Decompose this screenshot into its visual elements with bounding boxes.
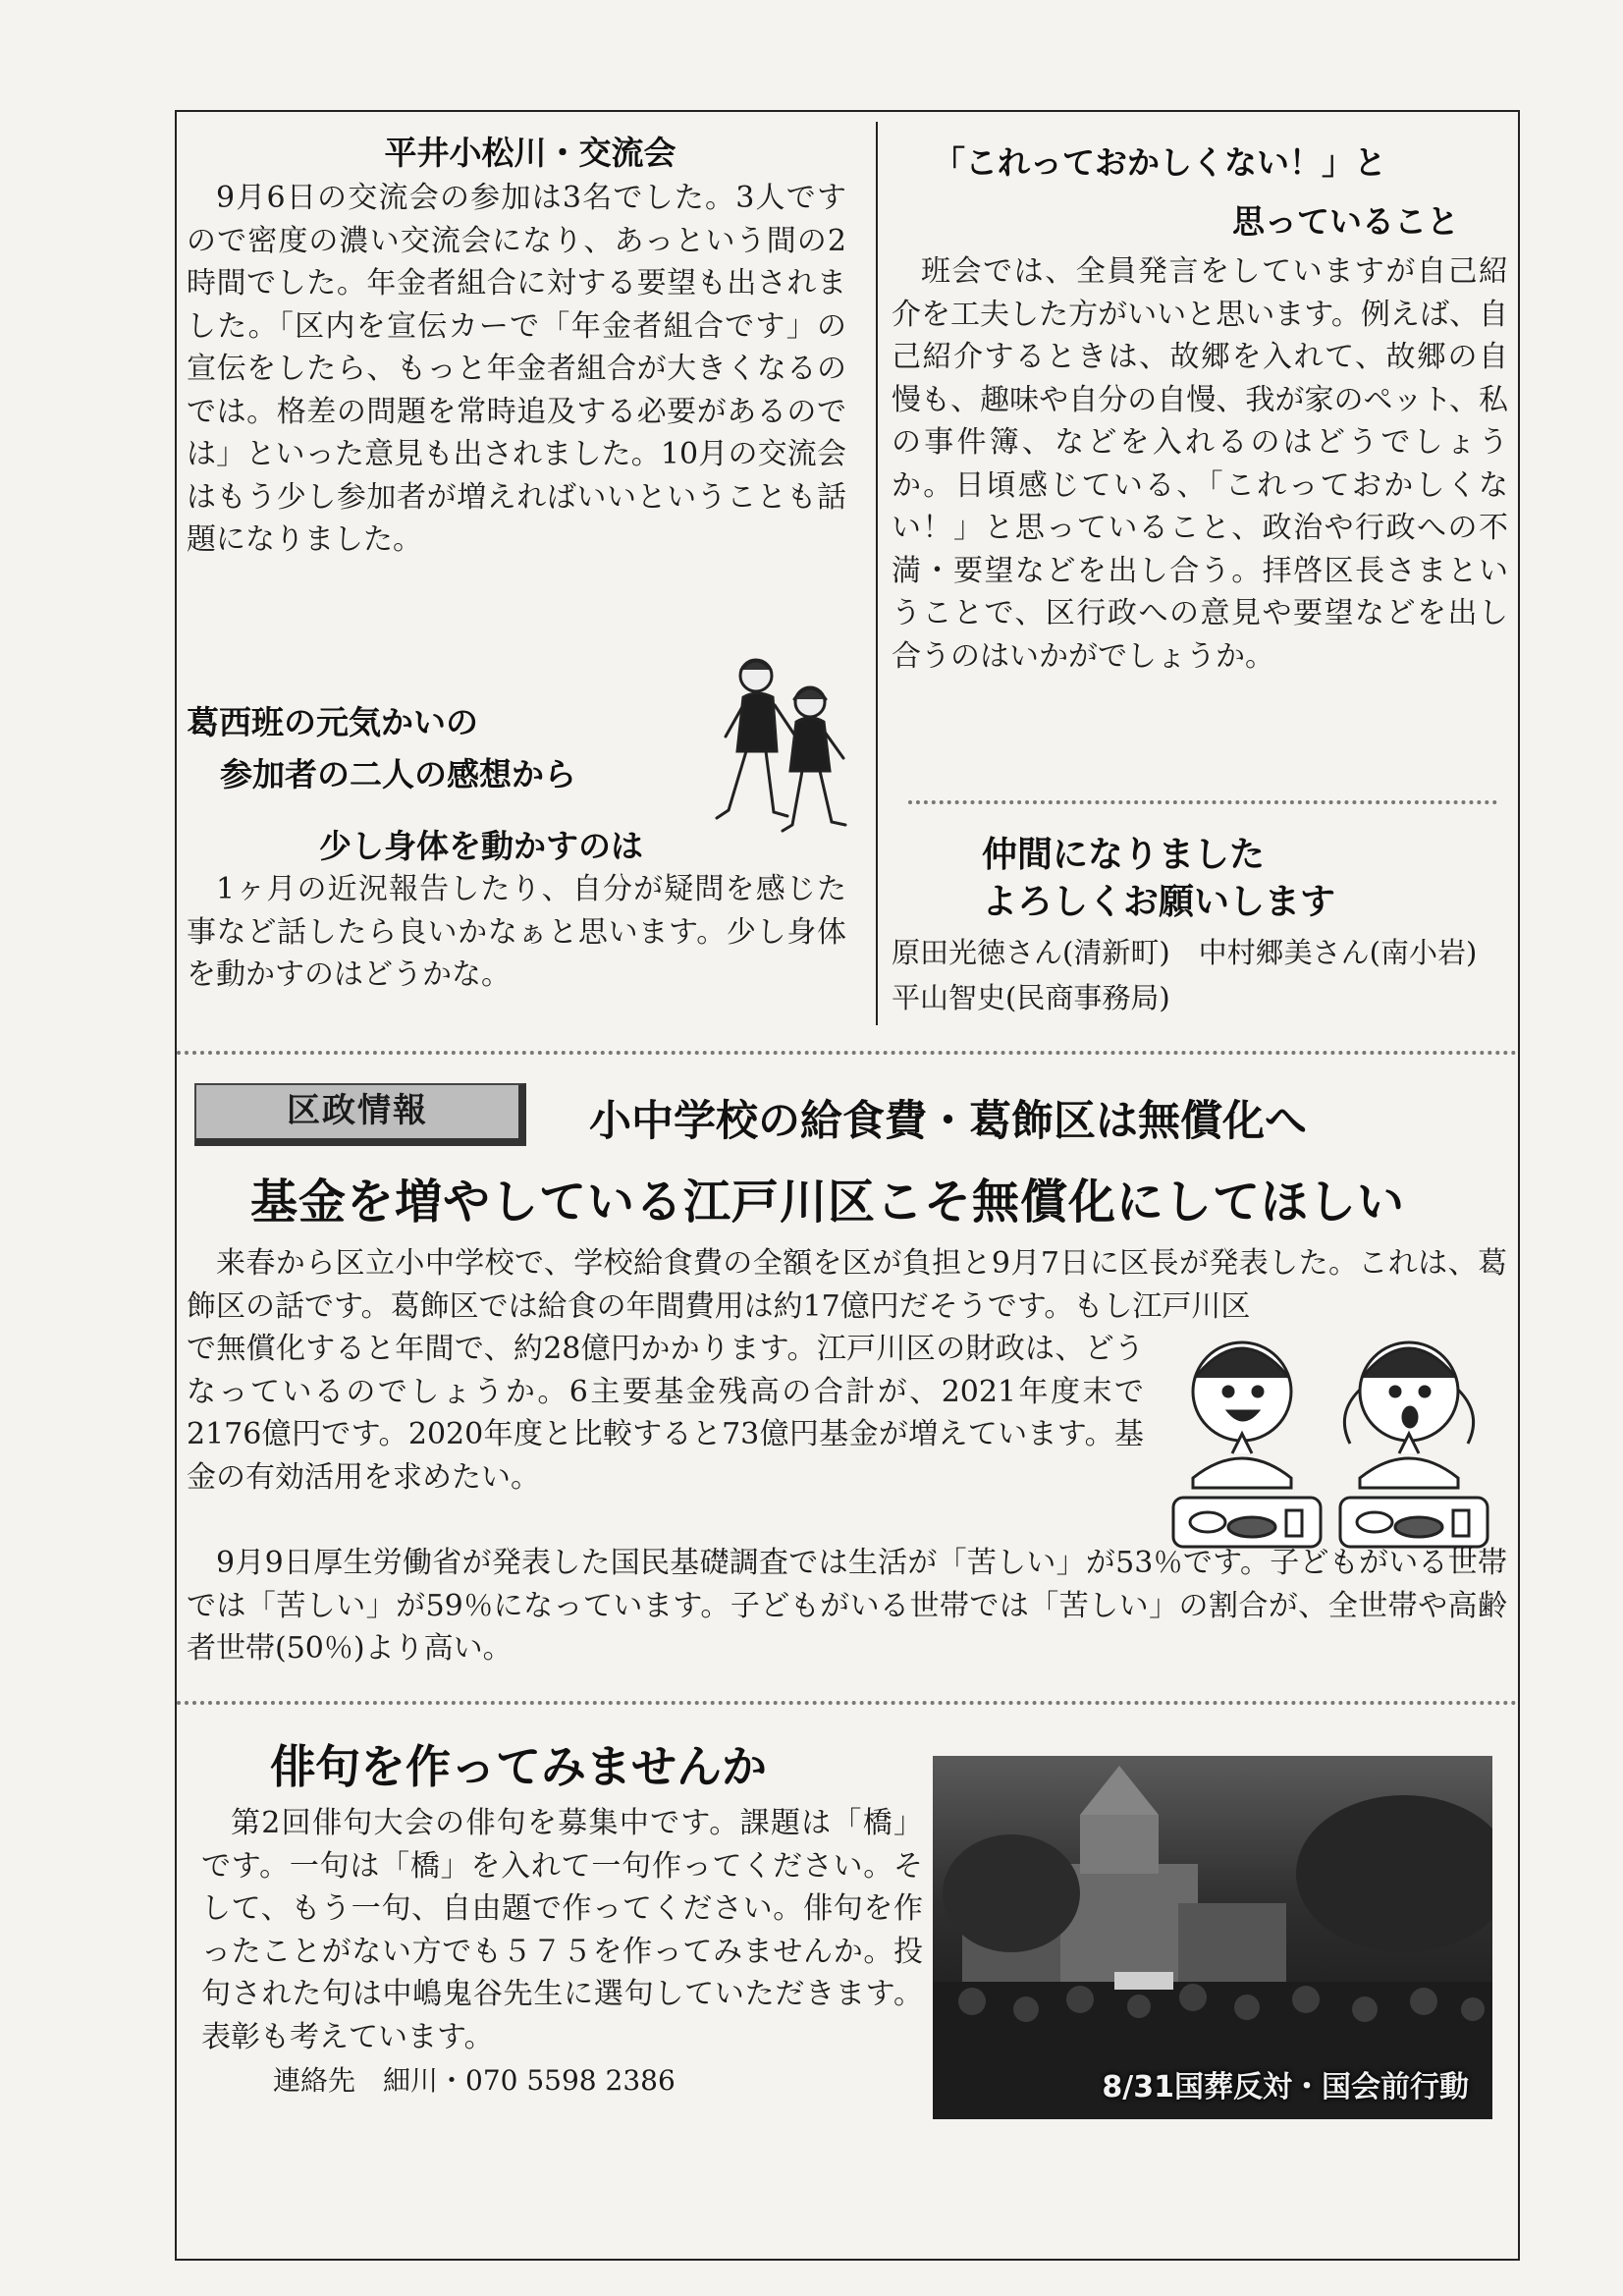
kasai-body-text: 1ヶ月の近況報告したり、自分が疑問を感じた事など話したら良いかなぁと思います。少し身体を動かすのはどうかな。: [187, 872, 846, 992]
photo-caption: 8/31国葬反対・国会前行動: [1102, 2070, 1469, 2105]
kusei-body-mid-text: で無償化すると年間で、約28億円かかります。江戸川区の財政は、どうなっているのでしょうか。6主要基金残高の合計が、2021年度末で2176億円です。2020年度と比較すると73億円基金が増えています。基金の有効活用を求めたい。: [187, 1332, 1144, 1495]
haiku-title: 俳句を作ってみませんか: [270, 1740, 767, 1793]
haiku-contact: 連絡先 細川・070 5598 2386: [273, 2064, 676, 2097]
oddity-body: [892, 250, 1508, 678]
oddity-body-text: 班会では、全員発言をしていますが自己紹介を工夫した方がいいと思います。例えば、自己紹介するときは、故郷を入れて、故郷の自慢も、趣味や自分の自慢、我が家のペット、私の事件簿、などを入れるのはどうでしょうか。日頃感じている、「これっておかしくない！」と思っていること、政治や行政への不満・要望などを出し合う。拝啓区長さまということで、区行政への意見や要望などを出し合うのはいかがでしょうか。: [892, 254, 1508, 674]
protest-photo: [933, 1756, 1492, 2119]
kasai-subtitle: 少し身体を動かすのは: [319, 827, 643, 865]
kusei-body-mid: [187, 1328, 1144, 1499]
hirai-body-text: 9月6日の交流会の参加は3名でした。3人ですので密度の濃い交流会になり、あっという間の2時間でした。年金者組合に対する要望も出されました。「区内を宣伝カーで「年金者組合です」の宣伝をしたら、もっと年金者組合が大きくなるのでは。格差の問題を常時追及する必要があるのでは」といった意見も出されました。10月の交流会はもう少し参加者が増えればいいということも話題になりました。: [187, 181, 846, 557]
kasai-title-line1: 葛西班の元気かいの: [187, 703, 478, 741]
school-lunch-kids-illustration: [1163, 1331, 1497, 1557]
kusei-title-line2: 基金を増やしている江戸川区こそ無償化にしてほしい: [250, 1175, 1406, 1230]
oddity-title-line1: 「これっておかしくない！」と: [933, 143, 1386, 182]
kasai-body: [187, 868, 846, 997]
kusei-body-bottom: [187, 1542, 1507, 1670]
section-divider: [908, 800, 1497, 804]
haiku-body-text: 第2回俳句大会の俳句を募集中です。課題は「橋」です。一句は「橋」を入れて一句作ってください。そして、もう一句、自由題で作ってください。俳句を作ったことがない方でも５７５を作ってみませんか。投句された句は中嶋鬼谷先生に選句していただきます。表彰も考えています。: [201, 1806, 923, 2054]
walking-couple-illustration: [692, 648, 859, 845]
hirai-title: 平井小松川・交流会: [384, 134, 676, 172]
section-divider: [177, 1701, 1517, 1705]
kasai-title-line2: 参加者の二人の感想から: [220, 755, 576, 793]
kusei-body-bottom-text: 9月9日厚生労働省が発表した国民基礎調査では生活が「苦しい」が53％です。子どもがいる世帯では「苦しい」が59％になっています。子どもがいる世帯では「苦しい」の割合が、全世帯や高齢者世帯(50％)より高い。: [187, 1546, 1507, 1666]
kusei-body-top: [187, 1242, 1507, 1328]
members-names-line2: 平山智史(民商事務局): [892, 981, 1170, 1014]
members-title-line2: よろしくお願いします: [982, 882, 1336, 922]
oddity-title-line2: 思っていること: [1232, 202, 1459, 241]
kusei-body-top-text: 来春から区立小中学校で、学校給食費の全額を区が負担と9月7日に区長が発表した。これは、葛飾区の話です。葛飾区では給食の年間費用は約17億円だそうです。もし江戸川区: [187, 1246, 1507, 1324]
members-names-line1: 原田光徳さん(清新町) 中村郷美さん(南小岩): [892, 936, 1478, 969]
members-title-line1: 仲間になりました: [982, 835, 1266, 875]
haiku-body: [201, 1802, 923, 2058]
kusei-title-line1: 小中学校の給食費・葛飾区は無償化へ: [589, 1097, 1307, 1146]
hirai-body: [187, 177, 846, 562]
section-divider: [177, 1051, 1517, 1055]
kusei-badge: 区政情報: [194, 1083, 526, 1146]
column-divider: [876, 122, 878, 1025]
